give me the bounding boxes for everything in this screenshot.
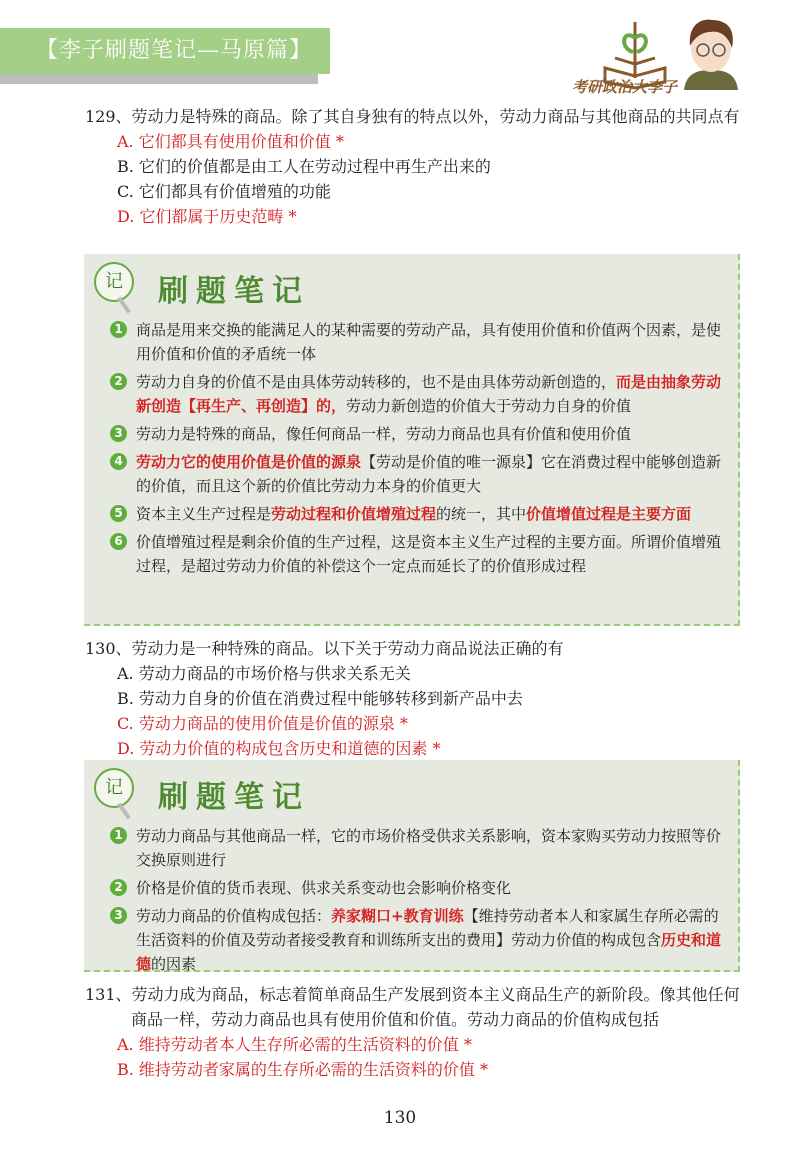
highlighted-text: 劳动过程和价值增殖过程 bbox=[271, 505, 437, 523]
number-badge-icon: 4 bbox=[110, 453, 127, 470]
header-title: 【李子刷题笔记—马原篇】 bbox=[0, 28, 330, 74]
avatar-illustration bbox=[680, 16, 742, 90]
note-text: 的因素 bbox=[151, 955, 197, 973]
note-text: 劳动力自身的价值不是由具体劳动转移的，也不是由具体劳动新创造的， bbox=[136, 373, 617, 391]
note-item bbox=[84, 530, 738, 578]
option-a: A. 它们都具有使用价值和价值 * bbox=[117, 132, 344, 151]
question-stem: 131、劳动力成为商品，标志着简单商品生产发展到资本主义商品生产的新阶段。像其他任何商品一样，劳动力商品也具有使用价值和价值。劳动力商品的价值构成包括 bbox=[85, 985, 740, 1029]
number-badge-icon: 5 bbox=[110, 505, 127, 522]
magnifier-note-icon: 记 bbox=[94, 262, 134, 302]
number-badge-icon: 2 bbox=[110, 373, 127, 390]
question-129 bbox=[85, 104, 745, 229]
note-item bbox=[84, 876, 738, 900]
note-text: 的统一，其中 bbox=[436, 505, 527, 523]
note-text: 【维持劳动者本人和家属生存所必需的生活资料的价值及劳动者接受教育和训练所支出的费用】劳动力价值的构成包含 bbox=[136, 907, 719, 949]
note-item bbox=[84, 824, 738, 872]
highlighted-text: 价值增值过程是主要方面 bbox=[526, 505, 692, 523]
note-item bbox=[84, 904, 738, 976]
note-text: 商品是用来交换的能满足人的某种需要的劳动产品，具有使用价值和价值两个因素，是使用价值和价值的矛盾统一体 bbox=[136, 321, 722, 363]
note-title: 刷题笔记 bbox=[158, 780, 310, 815]
option-b: B. 它们的价值都是由工人在劳动过程中再生产出来的 bbox=[117, 157, 491, 176]
note-text: 劳动力商品与其他商品一样，它的市场价格受供求关系影响，资本家购买劳动力按照等价交换原则进行 bbox=[136, 827, 722, 869]
note-item bbox=[84, 318, 738, 366]
highlighted-text: 劳动力它的使用价值是价值的源泉 bbox=[136, 453, 362, 471]
note-text: 价格是价值的货币表现、供求关系变动也会影响价格变化 bbox=[136, 879, 512, 897]
number-badge-icon: 3 bbox=[110, 425, 127, 442]
question-130 bbox=[85, 636, 745, 761]
number-badge-icon: 1 bbox=[110, 827, 127, 844]
number-badge-icon: 3 bbox=[110, 907, 127, 924]
highlighted-text: 而是由抽象劳动新创造【再生产、再创造】的， bbox=[136, 373, 722, 415]
note-list bbox=[84, 318, 738, 578]
page-number: 130 bbox=[383, 1108, 417, 1128]
number-badge-icon: 6 bbox=[110, 533, 127, 550]
option-d: D. 它们都属于历史范畴 * bbox=[117, 207, 297, 226]
magnifier-note-icon: 记 bbox=[94, 768, 134, 808]
question-stem: 130、劳动力是一种特殊的商品。以下关于劳动力商品说法正确的有 bbox=[85, 639, 564, 658]
question-stem: 129、劳动力是特殊的商品。除了其自身独有的特点以外，劳动力商品与其他商品的共同点有 bbox=[85, 107, 740, 126]
option-b: B. 维持劳动者家属的生存所必需的生活资料的价值 * bbox=[117, 1060, 489, 1079]
note-text: 【劳动是价值的唯一源泉】它在消费过程中能够创造新的价值，而且这个新的价值比劳动力本身的价值更大 bbox=[136, 453, 722, 495]
question-131 bbox=[85, 982, 745, 1082]
note-text: 价值增殖过程是剩余价值的生产过程，这是资本主义生产过程的主要方面。所谓价值增殖过程，是超过劳动力价值的补偿这个一定点而延长了的价值形成过程 bbox=[136, 533, 722, 575]
note-item bbox=[84, 502, 738, 526]
number-badge-icon: 1 bbox=[110, 321, 127, 338]
note-item bbox=[84, 370, 738, 418]
option-a: A. 劳动力商品的市场价格与供求关系无关 bbox=[117, 664, 411, 683]
study-note-box-1 bbox=[84, 254, 740, 626]
logo-text: 考研政治大李子 bbox=[572, 78, 678, 96]
note-text: 劳动力是特殊的商品，像任何商品一样，劳动力商品也具有价值和使用价值 bbox=[136, 425, 632, 443]
note-text: 劳动力新创造的价值大于劳动力自身的价值 bbox=[346, 397, 632, 415]
option-d: D. 劳动力价值的构成包含历史和道德的因素 * bbox=[117, 739, 441, 758]
note-item bbox=[84, 450, 738, 498]
option-c: C. 劳动力商品的使用价值是价值的源泉 * bbox=[117, 714, 408, 733]
note-text: 资本主义生产过程是 bbox=[136, 505, 272, 523]
note-header bbox=[84, 760, 738, 824]
study-note-box-2 bbox=[84, 760, 740, 972]
note-text: 劳动力商品的价值构成包括： bbox=[136, 907, 332, 925]
option-c: C. 它们都具有价值增殖的功能 bbox=[117, 182, 331, 201]
option-b: B. 劳动力自身的价值在消费过程中能够转移到新产品中去 bbox=[117, 689, 523, 708]
note-header bbox=[84, 254, 738, 318]
note-item bbox=[84, 422, 738, 446]
note-title: 刷题笔记 bbox=[158, 274, 310, 309]
number-badge-icon: 2 bbox=[110, 879, 127, 896]
note-list bbox=[84, 824, 738, 976]
highlighted-text: 历史和道德 bbox=[136, 931, 722, 973]
highlighted-text: 养家糊口+教育训练 bbox=[331, 907, 464, 925]
option-a: A. 维持劳动者本人生存所必需的生活资料的价值 * bbox=[117, 1035, 472, 1054]
